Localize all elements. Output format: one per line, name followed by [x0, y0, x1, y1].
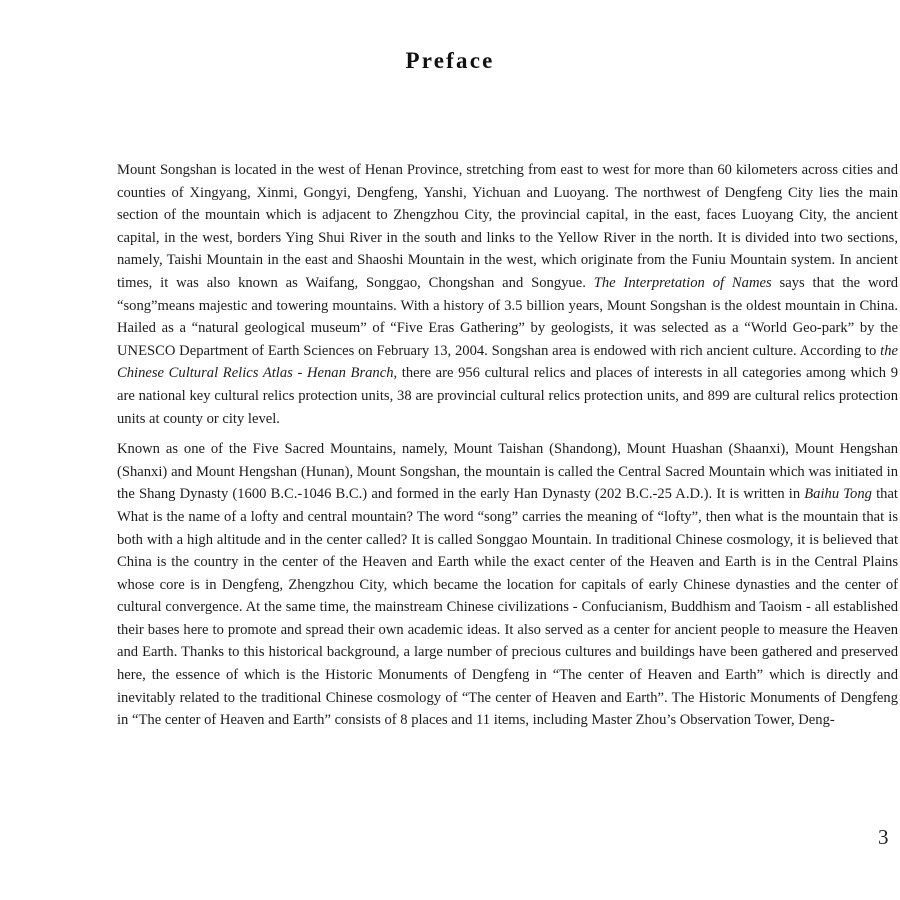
paragraph-1-text-3: , there are 956 cultural relics and places of interests in all categories among which 9 are national key cultural relics protection units, 38 are provincial cultural relics protection units, and 899 are cultural relics protection units at county or city level. — [117, 365, 898, 427]
paragraph-1 — [117, 159, 898, 430]
paragraph-2 — [117, 438, 898, 732]
paragraph-1-text-1: Mount Songshan is located in the west of Henan Province, stretching from east to west for more than 60 kilometers across cities and counties of Xingyang, Xinmi, Gongyi, Dengfeng, Yanshi, Yichuan and Luoyang. The northwest of Dengfeng City lies the main section of the mountain which is adjacent to Zhengzhou City, the provincial capital, in the east, faces Luoyang City, the ancient capital, in the west, borders Ying Shui River in the south and links to the Yellow River in the north. It is divided into two sections, namely, Taishi Mountain in the east and Shaoshi Mountain in the west, which originate from the Funiu Mountain system. In ancient times, it was also known as Waifang, Songgao, Chongshan and Songyue. — [117, 162, 898, 291]
body-text — [117, 159, 898, 740]
book-title-interpretation-of-names: The Interpretation of Names — [593, 274, 772, 291]
book-title-baihu-tong: Baihu Tong — [804, 486, 872, 503]
page-title: Preface — [405, 48, 495, 73]
paragraph-1-text-2: says that the word “song”means majestic and towering mountains. With a history of 3.5 billion years, Mount Songshan is the oldest mountain in China. Hailed as a “natural geological museum” of “Five Eras Gathering” by geologists, it was selected as a “World Geo-park” by the UNESCO Department of Earth Sciences on February 13, 2004. Songshan area is endowed with rich ancient culture. According to — [117, 274, 899, 359]
page-number: 3 — [878, 825, 889, 849]
paragraph-2-text-2: that What is the name of a lofty and central mountain? The word “song” carries the meaning of “lofty”, then what is the mountain that is both with a high altitude and in the center called? It is called Songgao Mountain. In traditional Chinese cosmology, it is believed that China is the country in the center of the Heaven and Earth while the exact center of the Heaven and Earth is in the Central Plains whose core is in Dengfeng, Zhengzhou City, which became the location for capitals of early Chinese dynasties and the center of cultural convergence. At the same time, the mainstream Chinese civilizations - Confucianism, Buddhism and Taoism - all established their bases here to promote and spread their own academic ideas. It also served as a center for ancient people to measure the Heaven and Earth. Thanks to this historical background, a large number of precious cultures and buildings have been gathered and preserved here, the essence of which is the Historic Monuments of Dengfeng in “The center of Heaven and Earth” which is directly and inevitably related to the traditional Chinese cosmology of “The center of Heaven and Earth”. The Historic Monuments of Dengfeng in “The center of Heaven and Earth” consists of 8 places and 11 items, including Master Zhou’s Observation Tower, Deng- — [117, 486, 898, 729]
paragraph-2-text-1: Known as one of the Five Sacred Mountains, namely, Mount Taishan (Shandong), Mount Huashan (Shaanxi), Mount Hengshan (Shanxi) and Mount Hengshan (Hunan), Mount Songshan, the mountain is called the Central Sacred Mountain which was initiated in the Shang Dynasty (1600 B.C.-1046 B.C.) and formed in the early Han Dynasty (202 B.C.-25 A.D.). It is written in — [117, 441, 898, 503]
book-title-cultural-relics-atlas: the Chinese Cultural Relics Atlas - Henan Branch — [117, 342, 898, 382]
